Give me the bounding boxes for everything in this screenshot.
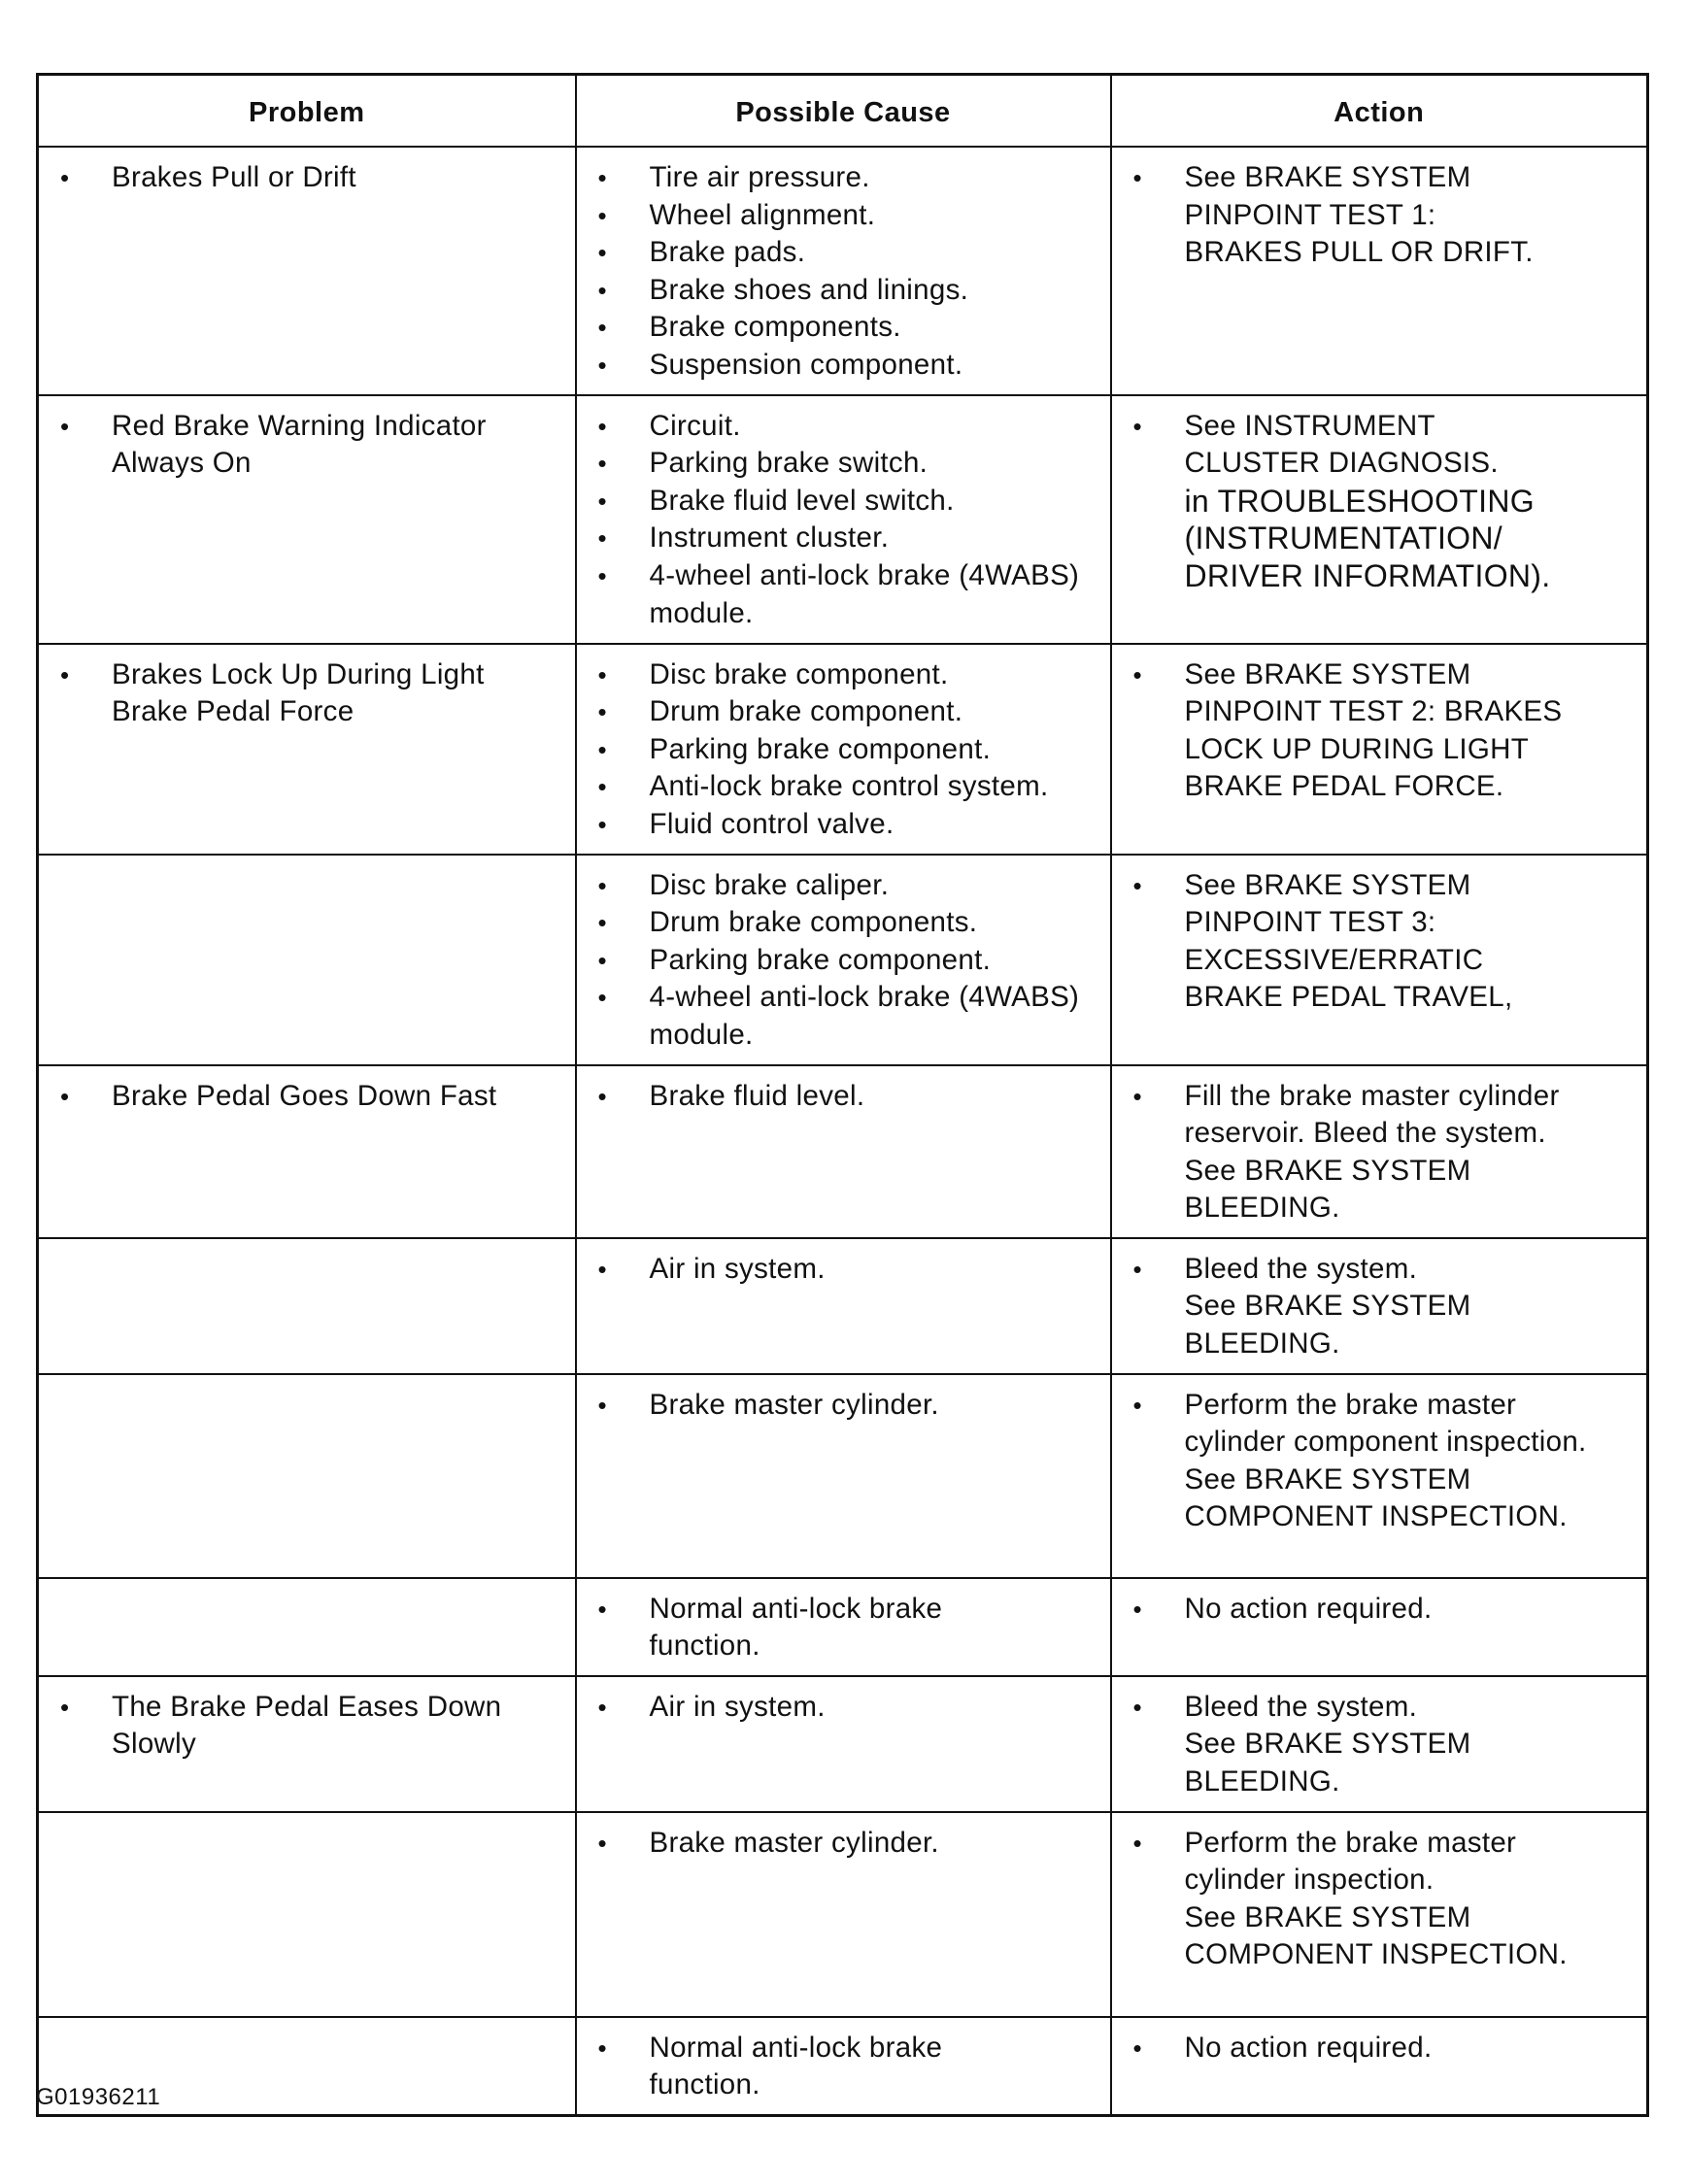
- problem-text: • Brakes Lock Up During Light Brake Pedal Force: [54, 656, 559, 731]
- table-row: [38, 1374, 1648, 1578]
- cause-cell: [576, 855, 1111, 1065]
- action-line: BRAKES PULL OR DRIFT.: [1184, 236, 1534, 269]
- header-problem: Problem: [38, 75, 576, 148]
- cause-item: • Instrument cluster.: [592, 520, 1095, 557]
- figure-id: G01936211: [36, 2084, 161, 2110]
- action-line: See BRAKE SYSTEM: [1184, 1290, 1471, 1323]
- table-row: [38, 1676, 1648, 1812]
- table-row: [38, 644, 1648, 855]
- action-line: See BRAKE SYSTEM: [1184, 1462, 1471, 1495]
- table-row: [38, 1238, 1648, 1374]
- cause-cell: [576, 2017, 1111, 2116]
- problem-text: • The Brake Pedal Eases Down Slowly: [54, 1689, 559, 1764]
- table-row: [38, 1812, 1648, 2017]
- cause-item: • Air in system.: [592, 1251, 1095, 1289]
- cause-item: • Fluid control valve.: [592, 806, 1095, 844]
- action-cell: [1111, 2017, 1648, 2116]
- cause-item: • Normal anti-lock brake function.: [592, 2030, 1095, 2104]
- problem-cell: [38, 1812, 576, 2017]
- cause-item: • Parking brake component.: [592, 942, 1095, 980]
- action-line: • See INSTRUMENT: [1184, 409, 1435, 442]
- action-item: [1128, 2030, 1632, 2067]
- action-line: LOCK UP DURING LIGHT: [1184, 732, 1530, 765]
- action-line: in TROUBLESHOOTING: [1184, 483, 1535, 519]
- action-cell: [1111, 855, 1648, 1065]
- action-cell: [1111, 1065, 1648, 1238]
- cause-item: • Drum brake components.: [592, 904, 1095, 942]
- action-line: PINPOINT TEST 1:: [1184, 198, 1436, 231]
- cause-item: • Disc brake caliper.: [592, 867, 1095, 905]
- action-line: (INSTRUMENTATION/: [1184, 521, 1502, 556]
- problem-cell: [38, 1374, 576, 1578]
- action-line: DRIVER INFORMATION).: [1184, 557, 1551, 593]
- action-line: • No action required.: [1184, 2031, 1433, 2064]
- cause-cell: [576, 147, 1111, 395]
- cause-cell: [576, 1578, 1111, 1676]
- cause-item: • Brake master cylinder.: [592, 1825, 1095, 1863]
- cause-item: • Air in system.: [592, 1689, 1095, 1727]
- action-line: EXCESSIVE/ERRATIC: [1184, 943, 1484, 976]
- cause-cell: [576, 1812, 1111, 2017]
- action-item: [1128, 1591, 1632, 1629]
- action-item: [1128, 1825, 1632, 1974]
- cause-item: • Brake pads.: [592, 234, 1095, 272]
- table-row: [38, 395, 1648, 644]
- table-row: [38, 1065, 1648, 1238]
- action-line: • Bleed the system.: [1184, 1252, 1418, 1285]
- problem-cell: [38, 1065, 576, 1238]
- cause-cell: [576, 1676, 1111, 1812]
- action-cell: [1111, 1238, 1648, 1374]
- action-line: PINPOINT TEST 3:: [1184, 906, 1436, 939]
- problem-cell: [38, 1238, 576, 1374]
- cause-item: • Suspension component.: [592, 347, 1095, 385]
- action-line: CLUSTER DIAGNOSIS.: [1184, 447, 1499, 480]
- action-line: COMPONENT INSPECTION.: [1184, 1938, 1568, 1971]
- action-line: • Perform the brake master: [1184, 1826, 1517, 1859]
- cause-item: • Parking brake switch.: [592, 445, 1095, 483]
- action-line: • Bleed the system.: [1184, 1690, 1418, 1723]
- action-item: [1128, 1689, 1632, 1801]
- action-line: • See BRAKE SYSTEM: [1184, 161, 1471, 193]
- header-row: [38, 75, 1648, 148]
- table-row: [38, 1578, 1648, 1676]
- table-row: [38, 855, 1648, 1065]
- header-action: Action: [1111, 75, 1648, 148]
- action-line: BRAKE PEDAL TRAVEL,: [1184, 981, 1513, 1014]
- cause-cell: [576, 1238, 1111, 1374]
- action-line: reservoir. Bleed the system.: [1184, 1117, 1546, 1150]
- action-cell: [1111, 1676, 1648, 1812]
- cause-item: • Brake fluid level switch.: [592, 483, 1095, 521]
- action-item: [1128, 867, 1632, 1017]
- problem-cell: [38, 855, 576, 1065]
- table-row: [38, 147, 1648, 395]
- diagnosis-sheet: [36, 73, 1646, 2117]
- problem-text: • Brake Pedal Goes Down Fast: [54, 1078, 559, 1116]
- cause-cell: [576, 1374, 1111, 1578]
- action-line: See BRAKE SYSTEM: [1184, 1154, 1471, 1187]
- action-line: cylinder component inspection.: [1184, 1426, 1587, 1459]
- action-line: See BRAKE SYSTEM: [1184, 1900, 1471, 1933]
- problem-cell: [38, 147, 576, 395]
- action-item: [1128, 1251, 1632, 1363]
- action-line: See BRAKE SYSTEM: [1184, 1728, 1471, 1761]
- cause-item: • Brake master cylinder.: [592, 1387, 1095, 1425]
- action-item: [1128, 1387, 1632, 1536]
- cause-item: • Disc brake component.: [592, 656, 1095, 694]
- action-line: BLEEDING.: [1184, 1327, 1340, 1361]
- action-line: BRAKE PEDAL FORCE.: [1184, 770, 1504, 803]
- cause-cell: [576, 1065, 1111, 1238]
- cause-item: • 4-wheel anti-lock brake (4WABS) module.: [592, 557, 1095, 632]
- problem-cell: [38, 395, 576, 644]
- action-line: PINPOINT TEST 2: BRAKES: [1184, 695, 1563, 728]
- action-item: [1128, 1078, 1632, 1227]
- cause-cell: [576, 395, 1111, 644]
- cause-item: • Circuit.: [592, 408, 1095, 446]
- cause-item: • 4-wheel anti-lock brake (4WABS) module.: [592, 979, 1095, 1054]
- action-line: BLEEDING.: [1184, 1765, 1340, 1798]
- problem-cell: [38, 644, 576, 855]
- table-row: [38, 2017, 1648, 2116]
- action-item: [1128, 408, 1632, 595]
- action-line: • Fill the brake master cylinder: [1184, 1079, 1560, 1112]
- cause-item: • Parking brake component.: [592, 731, 1095, 769]
- action-cell: [1111, 395, 1648, 644]
- cause-item: • Brake components.: [592, 309, 1095, 347]
- action-line: • No action required.: [1184, 1592, 1433, 1625]
- action-line: COMPONENT INSPECTION.: [1184, 1500, 1568, 1533]
- action-item: [1128, 656, 1632, 806]
- action-cell: [1111, 644, 1648, 855]
- action-cell: [1111, 1812, 1648, 2017]
- cause-cell: [576, 644, 1111, 855]
- action-line: cylinder inspection.: [1184, 1864, 1435, 1897]
- action-item: [1128, 159, 1632, 272]
- action-line: BLEEDING.: [1184, 1192, 1340, 1225]
- action-cell: [1111, 1374, 1648, 1578]
- action-cell: [1111, 1578, 1648, 1676]
- action-line: • See BRAKE SYSTEM: [1184, 657, 1471, 690]
- cause-item: • Drum brake component.: [592, 693, 1095, 731]
- cause-item: • Tire air pressure.: [592, 159, 1095, 197]
- action-line: • See BRAKE SYSTEM: [1184, 868, 1471, 901]
- problem-text: • Red Brake Warning Indicator Always On: [54, 408, 559, 483]
- problem-cell: [38, 1676, 576, 1812]
- header-possible-cause: Possible Cause: [576, 75, 1111, 148]
- action-line: • Perform the brake master: [1184, 1388, 1517, 1421]
- cause-item: • Wheel alignment.: [592, 197, 1095, 235]
- cause-item: • Brake fluid level.: [592, 1078, 1095, 1116]
- problem-text: • Brakes Pull or Drift: [54, 159, 559, 197]
- cause-item: • Normal anti-lock brake function.: [592, 1591, 1095, 1665]
- cause-item: • Anti-lock brake control system.: [592, 768, 1095, 806]
- action-cell: [1111, 147, 1648, 395]
- problem-cell: [38, 1578, 576, 1676]
- cause-item: • Brake shoes and linings.: [592, 272, 1095, 310]
- symptom-chart-table: [36, 73, 1649, 2117]
